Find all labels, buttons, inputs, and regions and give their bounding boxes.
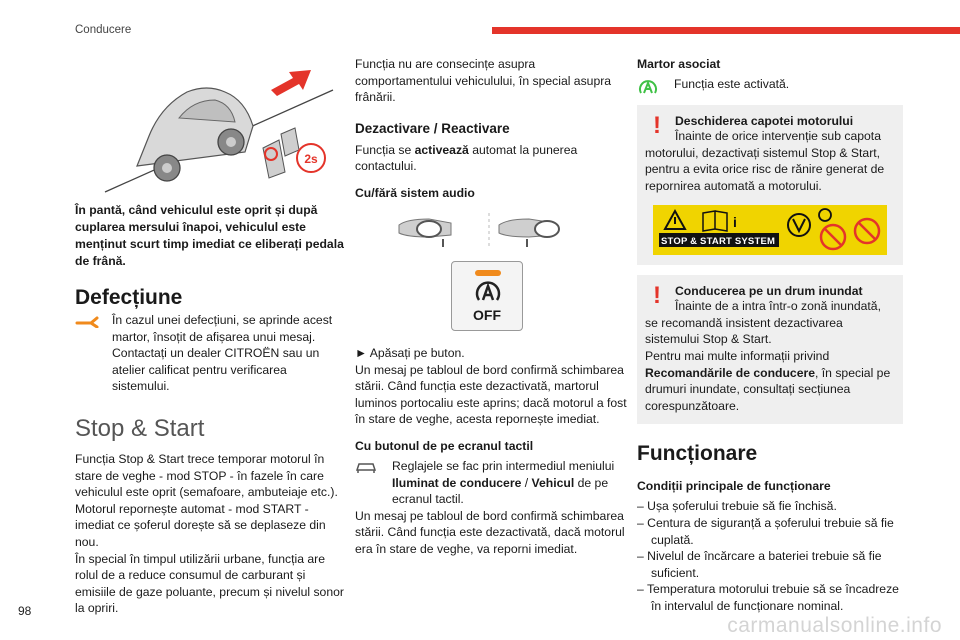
- defect-paragraph: [75, 312, 347, 395]
- steering-wheel-illustration: [355, 209, 627, 253]
- operation-heading: Funcționare: [637, 442, 758, 466]
- watermark: carmanualsonline.info: [727, 614, 942, 637]
- warning-icon: !: [653, 281, 661, 309]
- conditions-list: [637, 498, 903, 614]
- flooded-road-warning-box: [637, 275, 903, 425]
- intro-text: Funcția nu are consecințe asupra comportamentului vehiculului, în special asupra frânării.: [355, 57, 612, 105]
- audio-heading: Cu/fără sistem audio: [355, 185, 475, 200]
- flooded-warning-text: Înainte de a intra într-o zonă inundată, se recomandă insistent dezactivarea sistemului Stop & Start.: [645, 299, 881, 347]
- hood-warning-box: [637, 105, 903, 265]
- stop-start-label: [653, 205, 887, 255]
- list-item: – Temperatura motorului trebuie să se încadreze în intervalul de funcționare nominal.: [637, 582, 899, 613]
- conditions-heading: Condiții principale de funcționare: [637, 479, 831, 494]
- stop-start-a-icon: [473, 280, 503, 306]
- indicator-text: Funcția este activată.: [674, 77, 790, 91]
- timer-badge: 2s: [304, 152, 318, 166]
- page-number: 98: [18, 604, 32, 618]
- defect-text: În cazul unei defecțiuni, se aprinde acest martor, însoțit de afișarea unui mesaj. Contactați un dealer CITROËN sau un atelier calificat pentru verificarea sistemului.: [112, 313, 333, 394]
- deactivation-text: Funcția se activează automat la punerea contactului.: [355, 142, 578, 174]
- press-instruction: ► Apăsați pe buton.: [355, 345, 465, 360]
- touchscreen-paragraph: Reglajele se fac prin intermediul meniului Iluminat de conducere / Vehicul de pe ecranul tactil.: [355, 458, 627, 508]
- off-label: OFF: [473, 306, 501, 323]
- hood-warning-text: Înainte de orice intervenție sub capota motorului, dezactivați sistemul Stop & Start, pentru a evita orice risc de rănire generat de repornirea automată a motorului.: [645, 129, 885, 193]
- wrench-icon: [75, 314, 101, 328]
- stop-start-para-1: Funcția Stop & Start trece temporar motorul în stare de veghe - mod STOP - în fazele în care vehiculul este oprit (semafoare, ambuteiaje etc.). Motorul repornește automat - mod START - imediat ce șoferul dorește să se deplaseze din nou.: [75, 451, 338, 549]
- list-item: – Nivelul de încărcare a bateriei trebuie să fie suficient.: [637, 549, 882, 580]
- press-text: Un mesaj pe tabloul de bord confirmă schimbarea stării. Când funcția este dezactivată, martorul luminos portocaliu este aprins; dacă motorul a fost în stare de veghe, acesta repornește imediat.: [355, 362, 627, 427]
- hill-hold-caption: În pantă, când vehiculul este oprit și după cuplarea mersului înapoi, vehiculul este menținut scurt timp imediat ce eliberați pedala de frână.: [75, 203, 344, 268]
- off-button[interactable]: [451, 261, 523, 331]
- flooded-warning-title-row: [645, 281, 895, 309]
- column-1: [75, 56, 347, 617]
- stop-start-para-2: În special în timpul utilizării urbane, funcția are rolul de a reduce consumul de carburant și emisiile de gaze poluante, precum și nivelul sonor la opriri.: [75, 551, 344, 616]
- column-3: [637, 56, 903, 614]
- indicator-heading: Martor asociat: [637, 57, 721, 71]
- hood-warning-title: Deschiderea capotei motorului: [675, 113, 854, 128]
- hill-hold-illustration: [75, 56, 347, 196]
- stop-start-heading: Stop & Start: [75, 414, 205, 442]
- indicator-paragraph: [637, 76, 903, 93]
- defect-heading: Defecțiune: [75, 286, 183, 309]
- column-2: [355, 56, 627, 558]
- off-led: [475, 270, 501, 276]
- hood-warning-title-row: [645, 111, 895, 139]
- deactivation-heading: Dezactivare / Reactivare: [355, 120, 510, 136]
- car-icon: [355, 460, 377, 474]
- warning-icon: !: [653, 111, 661, 139]
- header-accent-bar: [492, 27, 960, 34]
- label-pictograms: [653, 205, 887, 255]
- label-text: STOP & START SYSTEM: [661, 235, 776, 247]
- touchscreen-heading: Cu butonul de pe ecranul tactil: [355, 438, 534, 453]
- svg-text:i: i: [733, 213, 737, 230]
- flooded-warning-more: Pentru mai multe informații privind Recomandările de conducere, în special pe drumuri inundate, consultați secțiunea corespunzătoare.: [645, 348, 891, 413]
- list-item: – Ușa șoferului trebuie să fie închisă.: [637, 499, 837, 514]
- stop-start-green-indicator-icon: [637, 78, 659, 96]
- list-item: – Centura de siguranță a șoferului trebuie să fie cuplată.: [637, 515, 894, 547]
- flooded-warning-title: Conducerea pe un drum inundat: [675, 283, 863, 298]
- touchscreen-text: Un mesaj pe tabloul de bord confirmă schimbarea stării. Când funcția este dezactivată, dacă motorul era în stare de veghe, va reporni imediat.: [355, 508, 625, 556]
- section-title: Conducere: [75, 24, 132, 36]
